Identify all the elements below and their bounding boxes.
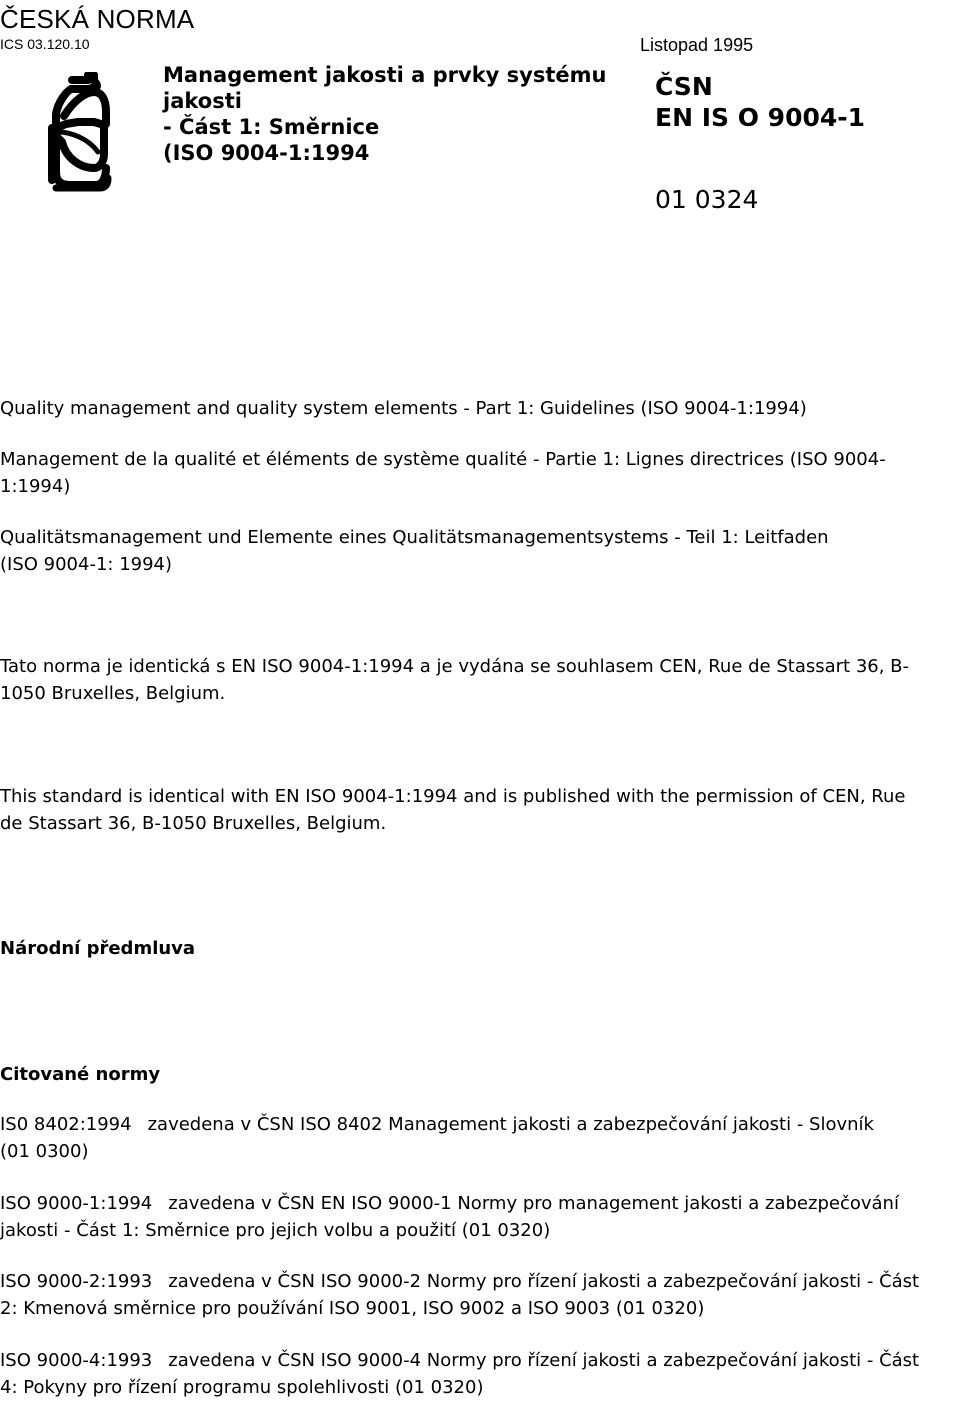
cited-norm-item	[0, 1269, 960, 1322]
issue-date: Listopad 1995	[640, 35, 754, 55]
norm-description: zavedena v ČSN ISO 9000-2 Normy pro řízení jakosti a zabezpečování jakosti - Část	[168, 1271, 920, 1292]
norm-description: zavedena v ČSN ISO 9000-4 Normy pro řízení jakosti a zabezpečování jakosti - Část	[168, 1350, 920, 1371]
english-title	[0, 396, 958, 423]
title-line: - Část 1: Směrnice	[163, 115, 380, 139]
norm-code: ISO 9000-2:1993	[0, 1271, 153, 1292]
french-title	[0, 447, 958, 500]
title-line: Management jakosti a prvky systému	[163, 63, 607, 87]
title-line: jakosti	[163, 89, 242, 113]
title-line: (ISO 9004-1:1994	[163, 141, 370, 165]
text-line: Quality management and quality system elements - Part 1: Guidelines (ISO 9004-1:1994)	[0, 398, 807, 419]
text-line: Qualitätsmanagement und Elemente eines Qualitätsmanagementsystems - Teil 1: Leitfaden	[0, 527, 829, 548]
norm-code: ISO 9000-4:1993	[0, 1350, 153, 1371]
text-line: de Stassart 36, B-1050 Bruxelles, Belgium.	[0, 812, 387, 834]
english-notice	[0, 784, 958, 837]
text-line: 1050 Bruxelles, Belgium.	[0, 682, 226, 704]
norm-description-cont: jakosti - Část 1: Směrnice pro jejich volbu a použití (01 0320)	[0, 1219, 551, 1241]
text-line: Management de la qualité et éléments de système qualité - Partie 1: Lignes directrices (ISO 9004-	[0, 449, 886, 470]
classification-code: 01 0324	[655, 185, 759, 214]
norm-header: ČESKÁ NORMA	[0, 4, 195, 34]
cited-norm-item	[0, 1191, 960, 1244]
text-line: Tato norma je identická s EN ISO 9004-1:1994 a je vydána se souhlasem CEN, Rue de Stassart 36, B-	[0, 656, 910, 677]
standard-prefix: ČSN	[655, 72, 713, 101]
ics-code: ICS 03.120.10	[0, 36, 90, 52]
cited-norm-item	[0, 1348, 960, 1401]
csn-logo-icon	[44, 72, 116, 196]
text-line: (ISO 9004-1: 1994)	[0, 553, 173, 575]
text-line: This standard is identical with EN ISO 9004-1:1994 and is published with the permission of CEN, Rue	[0, 786, 906, 807]
norm-code: ISO 9000-1:1994	[0, 1193, 153, 1214]
norm-description: zavedena v ČSN ISO 8402 Management jakosti a zabezpečování jakosti - Slovník	[147, 1114, 874, 1135]
norm-description-cont: 2: Kmenová směrnice pro používání ISO 9001, ISO 9002 a ISO 9003 (01 0320)	[0, 1297, 705, 1319]
standard-number: EN IS O 9004-1	[655, 103, 866, 132]
czech-notice	[0, 654, 958, 707]
german-title	[0, 525, 958, 578]
preface-heading: Národní předmluva	[0, 938, 196, 959]
norm-description-cont: 4: Pokyny pro řízení programu spolehlivosti (01 0320)	[0, 1376, 484, 1398]
text-line: 1:1994)	[0, 475, 71, 497]
norm-description-cont: (01 0300)	[0, 1140, 89, 1162]
cited-norm-item	[0, 1112, 960, 1165]
cited-norms-heading: Citované normy	[0, 1064, 161, 1085]
norm-code: IS0 8402:1994	[0, 1114, 132, 1135]
norm-title	[163, 62, 618, 166]
norm-description: zavedena v ČSN EN ISO 9000-1 Normy pro management jakosti a zabezpečování	[168, 1193, 899, 1214]
